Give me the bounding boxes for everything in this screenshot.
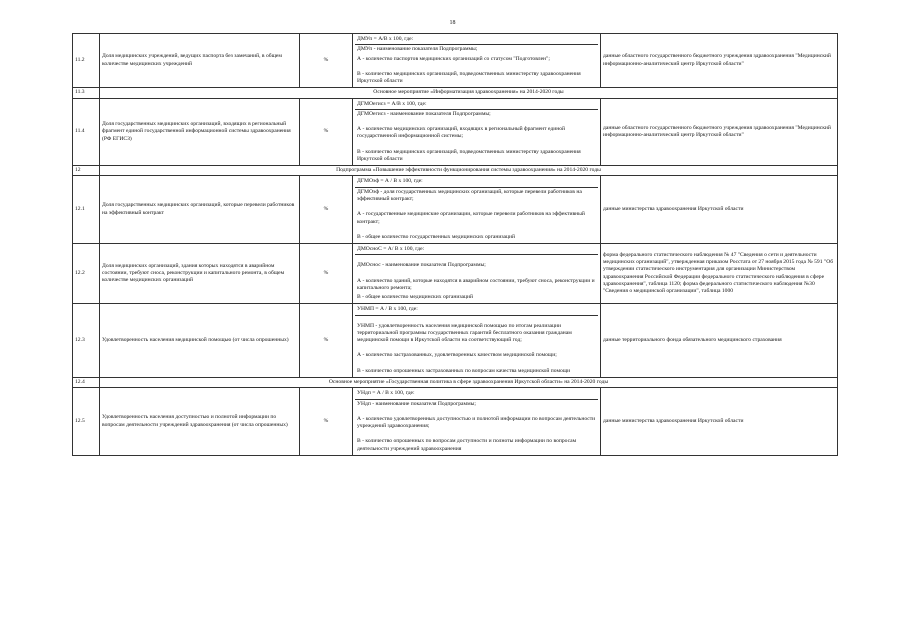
row-number: 12.2 xyxy=(73,244,100,304)
formula-cell xyxy=(353,176,601,244)
table-row xyxy=(73,176,838,244)
formula-line: А - количество удовлетворенных доступностью и полнотой информации по вопросам деятельности учреждений здравоохранения; xyxy=(357,415,596,430)
formula-line: А - количество зданий, которые находятся в аварийном состоянии, требуют сноса, реконструкции и капитального ремонта; xyxy=(357,277,595,291)
unit-cell: % xyxy=(300,176,353,244)
formula-line: В - количество опрошенных по вопросам доступности и полноты информации по вопросам деятельности учреждений здравоохранения xyxy=(357,438,577,452)
indicator-name: Доля государственных медицинских организаций, которые перевели работников на эффективный контракт xyxy=(100,176,300,244)
section-title: Подпрограмма «Повышение эффективности функционирования системы здравоохранения» на 2014-2020 годы xyxy=(100,166,838,176)
formula-cell xyxy=(353,34,601,88)
formula-line: УНдп = А / В х 100, где: xyxy=(355,389,598,399)
indicator-name: Доля медицинских организаций, здания которых находятся в аварийном состоянии, требуют сноса, реконструкции и капитального ремонта, в общем количестве медицинских организаций xyxy=(100,244,300,304)
formula-cell xyxy=(353,304,601,378)
formula-line: ДГМОэф - доля государственных медицинских организаций, которые перевели работников на эффективный контракт; xyxy=(357,188,582,202)
indicator-name: Доля медицинских учреждений, ведущих паспорта без замечаний, в общем количестве медицинских учреждений xyxy=(100,34,300,88)
table-row xyxy=(73,388,838,456)
data-source: данные областного государственного бюджетного учреждения здравоохранения "Медицинский информационно-аналитический центр Иркутской области" xyxy=(601,34,838,88)
section-row xyxy=(73,166,838,176)
unit-cell: % xyxy=(300,98,353,166)
data-source: данные министерства здравоохранения Иркутской области xyxy=(601,176,838,244)
row-number: 12.3 xyxy=(73,304,100,378)
formula-line: ДМОснос - наименование показателя Подпрограммы; xyxy=(357,262,486,269)
row-number: 12 xyxy=(73,166,100,176)
formula-cell xyxy=(353,244,601,304)
formula-cell xyxy=(353,388,601,456)
section-row xyxy=(73,377,838,387)
formula-line: ДГМОэф = А / В х 100, где: xyxy=(355,177,598,187)
data-source: данные территориального фонда обязательного медицинского страхования xyxy=(601,304,838,378)
indicator-name: Удовлетворенность населения доступностью и полнотой информации по вопросам деятельности учреждений здравоохранения (от числа опрошенных) xyxy=(100,388,300,456)
data-source: форма федерального статистического наблюдения № 47 "Сведения о сети и деятельности медицинских организаций", утвержденная приказом Росстата от 27 ноября 2015 года № 591 "Об утверждении статистического инструментария для организации Министерством здравоохранения Российской Федерации федерального статистического наблюдения в сфере здравоохранения", таблица 1120; форма федерального статистического наблюдения №30 "Сведения о медицинской организации", таблица 1000 xyxy=(601,244,838,304)
formula-line: В - количество медицинских организаций, подведомственных министерству здравоохранения Иркутской области xyxy=(357,70,581,85)
data-source: данные областного государственного бюджетного учреждения здравоохранения "Медицинский информационно-аналитический центр Иркутской области" xyxy=(601,98,838,166)
formula-line: А - количество паспортов медицинских организаций со статусом "Подготовлен"; xyxy=(357,55,550,62)
row-number: 11.4 xyxy=(73,98,100,166)
table-row xyxy=(73,34,838,88)
formula-line: ДГМОегисз = А/В х 100, где: xyxy=(355,100,598,110)
row-number: 12.5 xyxy=(73,388,100,456)
data-source: данные министерства здравоохранения Иркутской области xyxy=(601,388,838,456)
formula-line: А - количество медицинских организаций, входящих в региональный фрагмент единой государственной информационной системы; xyxy=(357,126,565,140)
formula-line: ДМОсноС = А/ В х 100, где: xyxy=(355,245,598,255)
formula-line: УНМП - удовлетворенность населения медицинской помощью по итогам реализации территориальной программы государственных гарантий бесплатного оказания гражданам медицинской помощи в Иркутской области на соответствующий год; xyxy=(357,322,572,344)
formula-line: В - количество опрошенных застрахованных по вопросам качества медицинской помощи xyxy=(357,367,571,374)
formula-line: ДМУп - наименование показателя Подпрограммы; xyxy=(357,46,478,53)
formula-line: УНдп - наименование показателя Подпрограммы; xyxy=(357,400,476,407)
formula-line: УНМП = А / В х 100, где: xyxy=(355,305,598,315)
formula-line: В - общее количество медицинских организаций xyxy=(357,294,473,301)
formula-line: ДГМОегисз - наименование показателя Подпрограммы; xyxy=(357,110,491,117)
section-row xyxy=(73,88,838,98)
indicator-name: Доля государственных медицинских организаций, входящих в региональный фрагмент единой государственной информационной системы здравоохранения (РФ ЕГИСЗ) xyxy=(100,98,300,166)
indicator-name: Удовлетворенность населения медицинской помощью (от числа опрошенных) xyxy=(100,304,300,378)
indicator-table-body xyxy=(73,34,838,456)
section-title: Основное мероприятие «Информатизация здравоохранения» на 2014-2020 годы xyxy=(100,88,838,98)
formula-line: А - государственные медицинские организации, которые перевели работников на эффективный контракт; xyxy=(357,211,585,225)
formula-line: В - общее количество государственных медицинских организаций xyxy=(357,233,516,240)
row-number: 11.3 xyxy=(73,88,100,98)
table-row xyxy=(73,244,838,304)
formula-line: А - количество застрахованных, удовлетворенных качеством медицинской помощи; xyxy=(357,352,557,359)
unit-cell: % xyxy=(300,34,353,88)
indicator-table xyxy=(72,33,838,456)
unit-cell: % xyxy=(300,388,353,456)
table-row xyxy=(73,304,838,378)
formula-line: ДМУп = А/В х 100, где: xyxy=(355,35,598,45)
section-title: Основное мероприятие «Государственная политика в сфере здравоохранения Иркутской области» на 2014-2020 годы xyxy=(100,377,838,387)
row-number: 12.1 xyxy=(73,176,100,244)
formula-line: В - количество медицинских организаций, подведомственных министерству здравоохранения Иркутской области xyxy=(357,148,581,162)
page-number: 18 xyxy=(449,20,456,26)
unit-cell: % xyxy=(300,304,353,378)
formula-cell xyxy=(353,98,601,166)
table-row xyxy=(73,98,838,166)
unit-cell: % xyxy=(300,244,353,304)
row-number: 11.2 xyxy=(73,34,100,88)
row-number: 12.4 xyxy=(73,377,100,387)
